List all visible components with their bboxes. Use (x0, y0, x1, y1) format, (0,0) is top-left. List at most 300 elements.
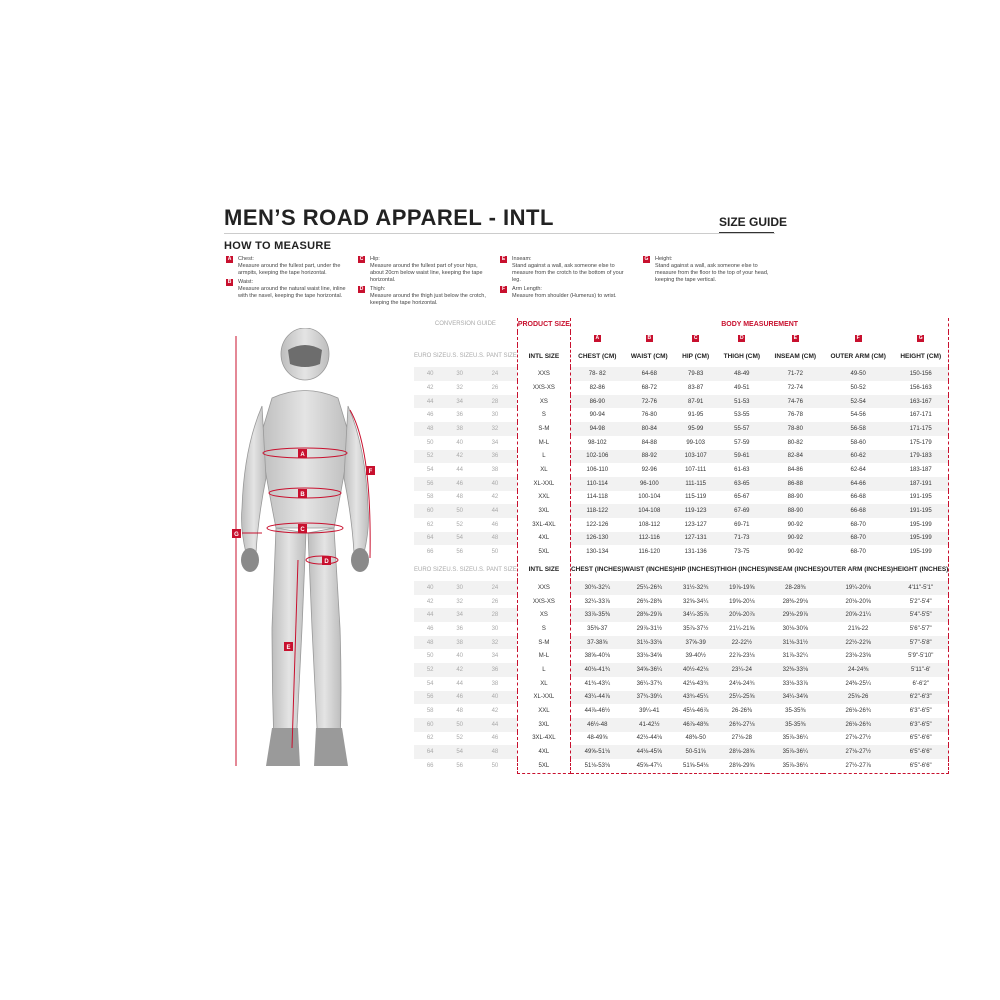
table-cell: 40 (473, 691, 517, 705)
table-cell: 3XL (517, 504, 570, 518)
table-cell: 50 (446, 504, 473, 518)
table-cell: 54 (426, 680, 434, 687)
divider (224, 233, 775, 234)
table-cell: 103-107 (675, 450, 716, 464)
table-cell: 64 (414, 745, 446, 759)
table-header-row (414, 318, 949, 332)
table-cell: 50-51⅝ (675, 745, 716, 759)
table-cell: 76-78 (787, 412, 803, 419)
figure-label-e: E (286, 645, 291, 651)
table-cell: 179-183 (893, 450, 949, 464)
table-cell: 112-116 (624, 532, 675, 546)
table-cell: 28⅜-29⅛ (782, 598, 808, 605)
how-to-measure-heading: HOW TO MEASURE (224, 240, 332, 252)
table-cell: 34 (491, 653, 499, 660)
page-title: MEN’S ROAD APPAREL - INTL (224, 205, 554, 230)
table-cell: 40 (456, 653, 464, 660)
table-cell: 40⅛-41¾ (570, 663, 623, 677)
table-cell: 118-122 (570, 504, 623, 518)
table-cell: 24 (473, 581, 517, 595)
us-pant-size-header: U.S. PANT SIZE (473, 566, 517, 573)
table-cell: 34¼-35⅞ (675, 608, 716, 622)
table-cell: 28⅛-28⅝ (716, 745, 767, 759)
table-cell: 42 (491, 494, 499, 501)
measurement-header: CHEST (INCHES) (570, 559, 623, 581)
table-cell: 44⅛-45⅝ (624, 745, 675, 759)
table-cell: 49-50 (823, 367, 893, 381)
table-cell: 114-118 (570, 491, 623, 505)
letter-badge: C (693, 335, 698, 342)
table-cell: 26 (491, 384, 499, 391)
badge-f: F (501, 286, 506, 292)
table-cell: 107-111 (685, 467, 707, 474)
blank-cell (414, 332, 446, 346)
table-cell: 44 (473, 718, 517, 732)
instruction-text: Measure from shoulder (Humerus) to wrist. (512, 293, 617, 299)
blank-cell (473, 332, 517, 346)
table-cell: 86-90 (570, 395, 623, 409)
table-cell: 48 (456, 708, 464, 715)
table-cell: S (517, 408, 570, 422)
table-cell: XXS (517, 367, 570, 381)
euro-size-header: EURO SIZE (414, 566, 447, 573)
table-cell: 99-103 (686, 439, 705, 446)
instruction-text: Stand against a wall, ask someone else to measure from the crotch to the bottom of your leg. (512, 263, 624, 283)
table-cell: 130-134 (570, 545, 623, 559)
table-cell: 44 (414, 395, 446, 409)
column-header-row (414, 559, 949, 581)
table-cell: 22⅞-23⅛ (729, 653, 755, 660)
table-cell: 34 (446, 395, 473, 409)
table-row (414, 636, 949, 650)
table-cell: 68-70 (850, 521, 866, 528)
table-cell: 108-112 (638, 521, 661, 528)
table-cell: 19⅞-19⅝ (716, 581, 767, 595)
table-cell: 26¾-28⅜ (636, 598, 662, 605)
table-cell: 66-68 (850, 494, 866, 501)
table-cell: 55-57 (716, 422, 767, 436)
table-cell: 42½-44⅛ (636, 735, 662, 742)
table-cell: 38⅝-40⅛ (570, 649, 623, 663)
table-cell: 61-63 (734, 467, 750, 474)
table-row (414, 595, 949, 609)
blank-cell (517, 332, 570, 346)
table-cell: 95-99 (675, 422, 716, 436)
table-cell: 40 (414, 581, 446, 595)
table-cell: 90-94 (570, 408, 623, 422)
table-cell: 48 (414, 636, 446, 650)
table-cell: 46½-48 (570, 718, 623, 732)
table-row (414, 704, 949, 718)
figure-label-f: F (368, 469, 373, 475)
table-cell: 20⅝-21¼ (823, 608, 893, 622)
table-cell: 31⅛-31½ (767, 636, 823, 650)
table-cell: 60 (414, 718, 446, 732)
table-cell: 65-67 (734, 494, 750, 501)
table-cell: 32¼-33⅞ (570, 595, 623, 609)
table-row (414, 477, 949, 491)
instruction-text: Measure around the natural waist line, inline with the navel, keeping the tape horizontal. (238, 286, 346, 299)
table-cell: 102-106 (570, 450, 623, 464)
table-cell: 44 (456, 467, 464, 474)
table-cell: 83-87 (687, 384, 704, 391)
table-row (414, 745, 949, 759)
table-cell: 80-84 (624, 422, 675, 436)
table-cell: 150-156 (893, 367, 949, 381)
table-row (414, 408, 949, 422)
table-cell: 48 (473, 532, 517, 546)
table-cell: 92-96 (641, 467, 657, 474)
table-cell: 40 (473, 477, 517, 491)
table-cell: 88-90 (767, 504, 823, 518)
instruction-text: Measure around the fullest part of your hips, about 20cm below waist line, keeping the tape horizontal. (370, 263, 483, 283)
table-cell: 5'9"-5'10" (893, 649, 949, 663)
instruction-label: Height: (655, 256, 673, 262)
table-cell: M-L (517, 436, 570, 450)
table-cell: 127-131 (675, 532, 716, 546)
table-cell: 37-38⅝ (570, 636, 623, 650)
measurement-header: WAIST (INCHES) (623, 566, 675, 574)
instruction-height (643, 256, 771, 284)
us-pant-size-header: U.S. PANT SIZE (473, 352, 517, 359)
table-cell: 32 (456, 598, 464, 605)
column-letter (624, 332, 675, 346)
table-cell: 37⅝-39 (675, 636, 716, 650)
table-cell: 56 (456, 763, 464, 770)
table-cell: 29⅞-31½ (636, 625, 662, 632)
column-letter (675, 332, 716, 346)
table-cell: 27½-27⅞ (823, 759, 893, 773)
table-cell: 40 (456, 439, 464, 446)
table-row (414, 718, 949, 732)
table-cell: 46 (446, 691, 473, 705)
table-cell: 90-92 (787, 521, 803, 528)
instruction-text: Measure around the fullest part, under the armpits, keeping the tape horizontal. (238, 263, 341, 276)
table-cell: 68-70 (823, 532, 893, 546)
table-cell: 35-35⅜ (767, 718, 823, 732)
table-row (414, 518, 949, 532)
table-cell: 20⅛-20⅝ (845, 598, 871, 605)
measurement-header: THIGH (INCHES) (716, 566, 768, 574)
table-cell: 67-69 (716, 504, 767, 518)
table-cell: 19¼-20⅛ (823, 581, 893, 595)
table-cell: 40½-42⅛ (675, 663, 716, 677)
table-cell: S (517, 622, 570, 636)
table-cell: 48⅜-50 (685, 735, 706, 742)
figure-label-d: D (324, 559, 329, 565)
table-row (414, 463, 949, 477)
table-cell: 88-90 (787, 494, 803, 501)
table-cell: 116-120 (638, 549, 661, 556)
table-cell: S-M (517, 636, 570, 650)
table-cell: 100-104 (638, 494, 661, 501)
table-cell: 111-115 (675, 477, 716, 491)
table-cell: 74-76 (767, 395, 823, 409)
table-cell: 73-75 (734, 549, 750, 556)
table-cell: 24-24⅜ (823, 663, 893, 677)
table-cell: 34 (491, 439, 499, 446)
table-row (414, 532, 949, 546)
table-cell: 78- 82 (570, 367, 623, 381)
badge-c: C (359, 256, 364, 262)
table-cell: 43¾-45¼ (675, 691, 716, 705)
table-cell: 48 (456, 494, 464, 501)
table-cell: 38 (491, 467, 499, 474)
table-cell: 48-49⅝ (570, 732, 623, 746)
table-cell: 6'5"-6'6" (893, 732, 949, 746)
instruction-waist (226, 279, 354, 300)
table-cell: 38 (446, 422, 473, 436)
table-cell: 21⅝-22 (848, 625, 869, 632)
table-cell: 46⅞-48⅜ (675, 718, 716, 732)
table-cell: 63-65 (716, 477, 767, 491)
table-cell: 122-126 (570, 518, 623, 532)
body-measurement-header: BODY MEASUREMENT (570, 318, 948, 332)
table-cell: S-M (517, 422, 570, 436)
letter-badge: E (793, 335, 797, 342)
table-cell: 60 (414, 504, 446, 518)
table-cell: 35⅞-36¼ (767, 759, 823, 773)
column-letter (823, 332, 893, 346)
table-cell: 21¼-21⅝ (729, 625, 755, 632)
instruction-label: Arm Length: (512, 286, 542, 292)
table-cell: 44 (456, 680, 464, 687)
table-cell: 41-42½ (624, 718, 675, 732)
table-cell: 48-49 (716, 367, 767, 381)
table-cell: 34¼-34⅝ (767, 691, 823, 705)
table-cell: 56 (414, 477, 446, 491)
table-cell: 56-58 (823, 422, 893, 436)
table-cell: 4XL (517, 745, 570, 759)
table-cell: 5'6"-5'7" (893, 622, 949, 636)
instruction-label: Waist: (238, 279, 254, 285)
table-cell: 23¼-24 (716, 663, 767, 677)
table-row (414, 691, 949, 705)
table-cell: 19⅝-20⅛ (729, 598, 755, 605)
table-cell: 71-72 (767, 367, 823, 381)
table-cell: 76-80 (641, 412, 657, 419)
table-cell: 49⅝-51⅛ (570, 745, 623, 759)
table-cell: 24⅜-25¼ (845, 680, 871, 687)
table-row (414, 677, 949, 691)
table-cell: 6'-6'2" (893, 677, 949, 691)
table-cell: 46 (491, 735, 499, 742)
table-cell: 66-68 (823, 504, 893, 518)
table-cell: 60-62 (823, 450, 893, 464)
table-cell: 191-195 (893, 504, 949, 518)
table-row (414, 622, 949, 636)
table-row (414, 436, 949, 450)
measurement-header: OUTER ARM (INCHES) (823, 566, 894, 574)
intl-size-header: INTL SIZE (517, 345, 570, 367)
table-cell: 4'11"-5'1" (893, 581, 949, 595)
letter-badge: G (918, 335, 923, 342)
table-cell: 66 (426, 549, 434, 556)
table-cell: 72-74 (787, 384, 803, 391)
table-cell: L (517, 663, 570, 677)
table-cell: 5'4"-5'5" (893, 608, 949, 622)
table-cell: 52 (414, 663, 446, 677)
table-cell: 26⅛-26¾ (845, 708, 871, 715)
table-cell: 32⅝-34¼ (682, 598, 709, 605)
table-cell: 171-175 (893, 422, 949, 436)
table-cell: 28 (473, 608, 517, 622)
table-cell: 33⅞-35⅜ (570, 608, 623, 622)
table-cell: 98-102 (570, 436, 623, 450)
table-cell: 68-70 (850, 549, 866, 556)
table-cell: 45⅝-47¼ (624, 759, 675, 773)
table-letter-row (414, 332, 949, 346)
table-cell: 26-26⅜ (731, 708, 753, 715)
table-cell: XXS-XS (517, 595, 570, 609)
table-cell: 48 (473, 745, 517, 759)
letter-badge: B (647, 335, 652, 342)
badge-g: G (644, 256, 649, 262)
table-cell: XS (517, 395, 570, 409)
table-cell: 33⅛-34⅝ (636, 653, 662, 660)
table-cell: 24 (473, 367, 517, 381)
table-cell: 29⅛-29⅞ (767, 608, 823, 622)
table-cell: 26 (491, 598, 499, 605)
table-cell: 50 (446, 718, 473, 732)
table-cell: 119-123 (675, 504, 716, 518)
table-cell: 50 (491, 549, 499, 556)
table-cell: 115-119 (685, 494, 707, 501)
column-letter (767, 332, 823, 346)
badge-b: B (227, 279, 232, 285)
table-cell: 96-100 (624, 477, 675, 491)
table-cell: 54 (446, 532, 473, 546)
table-cell: 72-76 (624, 395, 675, 409)
instruction-label: Hip: (370, 256, 380, 262)
measurement-header: HEIGHT (INCHES) (893, 559, 949, 581)
table-cell: 5'7"-5'8" (893, 636, 949, 650)
table-cell: XXS (517, 581, 570, 595)
table-cell: 123-127 (684, 521, 707, 528)
column-letter (570, 332, 623, 346)
table-cell: 27⅛-27½ (823, 745, 893, 759)
table-cell: 36 (456, 625, 464, 632)
table-cell: 4XL (517, 532, 570, 546)
euro-size-header: EURO SIZE (414, 352, 447, 359)
measurement-header: WAIST (CM) (630, 352, 668, 360)
instruction-text: Stand against a wall, ask someone else to measure from the floor to the top of your head, keeping the tape vertical. (655, 263, 769, 283)
table-cell: 44 (414, 608, 446, 622)
table-cell: 28⅝-29⅝ (716, 759, 767, 773)
table-row (414, 381, 949, 395)
product-size-header: PRODUCT SIZE (517, 318, 570, 332)
table-cell: 156-163 (893, 381, 949, 395)
column-header-row (414, 345, 949, 367)
letter-badge: A (595, 335, 600, 342)
instruction-label: Inseam: (512, 256, 532, 262)
instructions-col-2 (358, 256, 486, 309)
table-cell: 35⅞-36¼ (782, 735, 808, 742)
table-cell: 42⅛-43¾ (682, 680, 709, 687)
table-cell: 42 (426, 384, 434, 391)
table-cell: 82-84 (767, 450, 823, 464)
blank-cell (446, 332, 473, 346)
table-cell: 26¾-27⅛ (716, 718, 767, 732)
table-row (414, 581, 949, 595)
measurement-header: HEIGHT (CM) (893, 345, 949, 367)
table-row (414, 545, 949, 559)
table-cell: 56 (414, 691, 446, 705)
table-cell: 6'5"-6'6" (893, 759, 949, 773)
table-cell: L (517, 450, 570, 464)
table-cell: 46 (426, 625, 434, 632)
table-cell: 50 (426, 439, 434, 446)
instruction-label: Thigh: (370, 286, 386, 292)
table-cell: 51-53 (716, 395, 767, 409)
instruction-inseam (500, 256, 628, 284)
table-cell: 39-40½ (685, 653, 706, 660)
table-cell: 58 (426, 708, 434, 715)
table-cell: 5XL (517, 545, 570, 559)
table-cell: 28 (473, 395, 517, 409)
table-cell: 62 (426, 735, 434, 742)
table-cell: XL (517, 677, 570, 691)
column-letter (716, 332, 767, 346)
table-cell: 32⅜-33⅛ (767, 663, 823, 677)
table-cell: 59-61 (716, 450, 767, 464)
table-cell: 64-66 (823, 477, 893, 491)
table-cell: 64-68 (624, 367, 675, 381)
table-cell: 87-91 (675, 395, 716, 409)
table-cell: 37¾-39¼ (624, 691, 675, 705)
table-cell: 80-82 (787, 439, 803, 446)
table-cell: 28-28⅜ (767, 581, 823, 595)
table-cell: 25¼-26¾ (624, 581, 675, 595)
table-row (414, 608, 949, 622)
table-cell: 30 (446, 367, 473, 381)
table-cell: XL (517, 463, 570, 477)
table-cell: 64 (414, 532, 446, 546)
table-cell: 38 (446, 636, 473, 650)
table-cell: 48 (414, 422, 446, 436)
instruction-label: Chest: (238, 256, 254, 262)
table-cell: 6'3"-6'5" (893, 704, 949, 718)
table-cell: 23⅛-23⅝ (845, 653, 871, 660)
instructions-col-4 (643, 256, 771, 286)
table-cell: 43¼-44⅞ (570, 691, 623, 705)
table-cell: 22½-22⅝ (823, 636, 893, 650)
table-cell: 42 (446, 450, 473, 464)
measurement-header: HIP (INCHES) (674, 566, 717, 574)
table-cell: XS (517, 608, 570, 622)
table-cell: 44 (473, 504, 517, 518)
table-cell: 27⅛-27½ (845, 735, 871, 742)
table-cell: 34 (446, 608, 473, 622)
table-cell: 40 (414, 367, 446, 381)
size-table (414, 318, 949, 774)
table-cell: 175-179 (893, 436, 949, 450)
table-cell: 104-108 (624, 504, 675, 518)
table-cell: 46 (446, 477, 473, 491)
table-cell: XXL (517, 704, 570, 718)
table-cell: 62 (426, 521, 434, 528)
table-cell: 6'3"-6'5" (893, 718, 949, 732)
table-cell: 30¾-32¼ (570, 581, 623, 595)
table-cell: 25⅝-26 (823, 691, 893, 705)
table-cell: 46 (491, 521, 499, 528)
instruction-text: Measure around the thigh just below the crotch, keeping the tape horizontal. (370, 293, 486, 306)
table-cell: 51⅛-53⅛ (570, 759, 623, 773)
table-cell: 54 (426, 467, 434, 474)
table-cell: 90-92 (767, 532, 823, 546)
table-cell: 5'11"-6' (893, 663, 949, 677)
table-cell: 53-55 (734, 412, 750, 419)
